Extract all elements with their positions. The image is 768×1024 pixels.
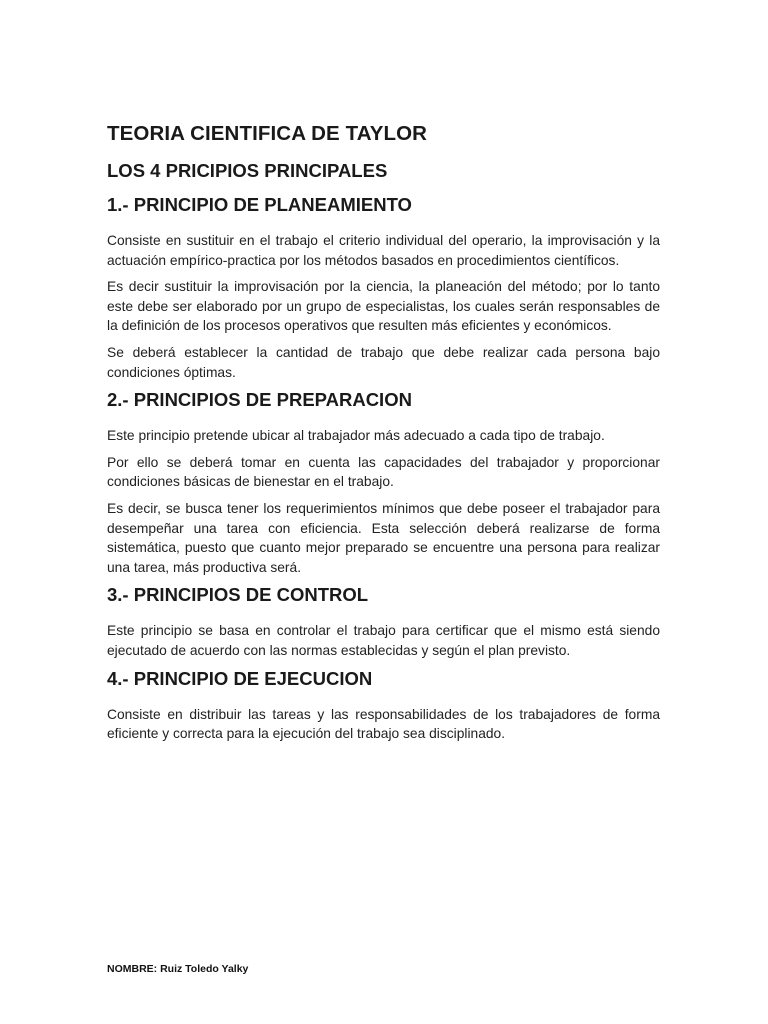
section-ejecucion	[107, 668, 660, 744]
section-heading: 1.- PRINCIPIO DE PLANEAMIENTO	[107, 194, 412, 215]
section-preparacion	[107, 389, 660, 577]
section-control	[107, 584, 660, 660]
paragraph: Es decir sustituir la improvisación por la ciencia, la planeación del método; por lo tanto este debe ser elaborado por un grupo de especialistas, los cuales serán responsables de la definición de los procesos operativos que resulten más eficientes y económicos.	[107, 279, 660, 334]
document-subtitle: LOS 4 PRICIPIOS PRINCIPALES	[107, 160, 388, 181]
section-planeamiento	[107, 194, 660, 382]
paragraph: Este principio se basa en controlar el trabajo para certificar que el mismo está siendo ejecutado de acuerdo con las normas establecidas y según el plan previsto.	[107, 623, 660, 658]
paragraph: Por ello se deberá tomar en cuenta las capacidades del trabajador y proporcionar condiciones básicas de bienestar en el trabajo.	[107, 454, 660, 490]
section-heading: 3.- PRINCIPIOS DE CONTROL	[107, 584, 369, 606]
paragraph: Se deberá establecer la cantidad de trabajo que debe realizar cada persona bajo condiciones óptimas.	[107, 344, 660, 380]
paragraph: Este principio pretende ubicar al trabajador más adecuado a cada tipo de trabajo.	[107, 428, 605, 444]
section-heading: 2.- PRINCIPIOS DE PREPARACION	[107, 389, 412, 411]
paragraph: Es decir, se busca tener los requerimientos mínimos que debe poseer el trabajador para desempeñar una tarea con eficiencia. Esta selección deberá realizarse de forma sistemática, puesto que cuanto mejor preparado se encuentre una persona para realizar una tarea, más productiva será.	[107, 500, 660, 575]
paragraph: Consiste en distribuir las tareas y las responsabilidades de los trabajadores de forma eficiente y correcta para la ejecución del trabajo sea disciplinado.	[107, 706, 660, 742]
paragraph: Consiste en sustituir en el trabajo el criterio individual del operario, la improvisación y la actuación empírico-practica por los métodos basados en procedimientos científicos.	[107, 233, 660, 268]
document-title: TEORIA CIENTIFICA DE TAYLOR	[107, 122, 428, 145]
author-name: NOMBRE: Ruiz Toledo Yalky	[107, 963, 249, 975]
document-body	[107, 122, 660, 751]
section-heading: 4.- PRINCIPIO DE EJECUCION	[107, 667, 373, 689]
